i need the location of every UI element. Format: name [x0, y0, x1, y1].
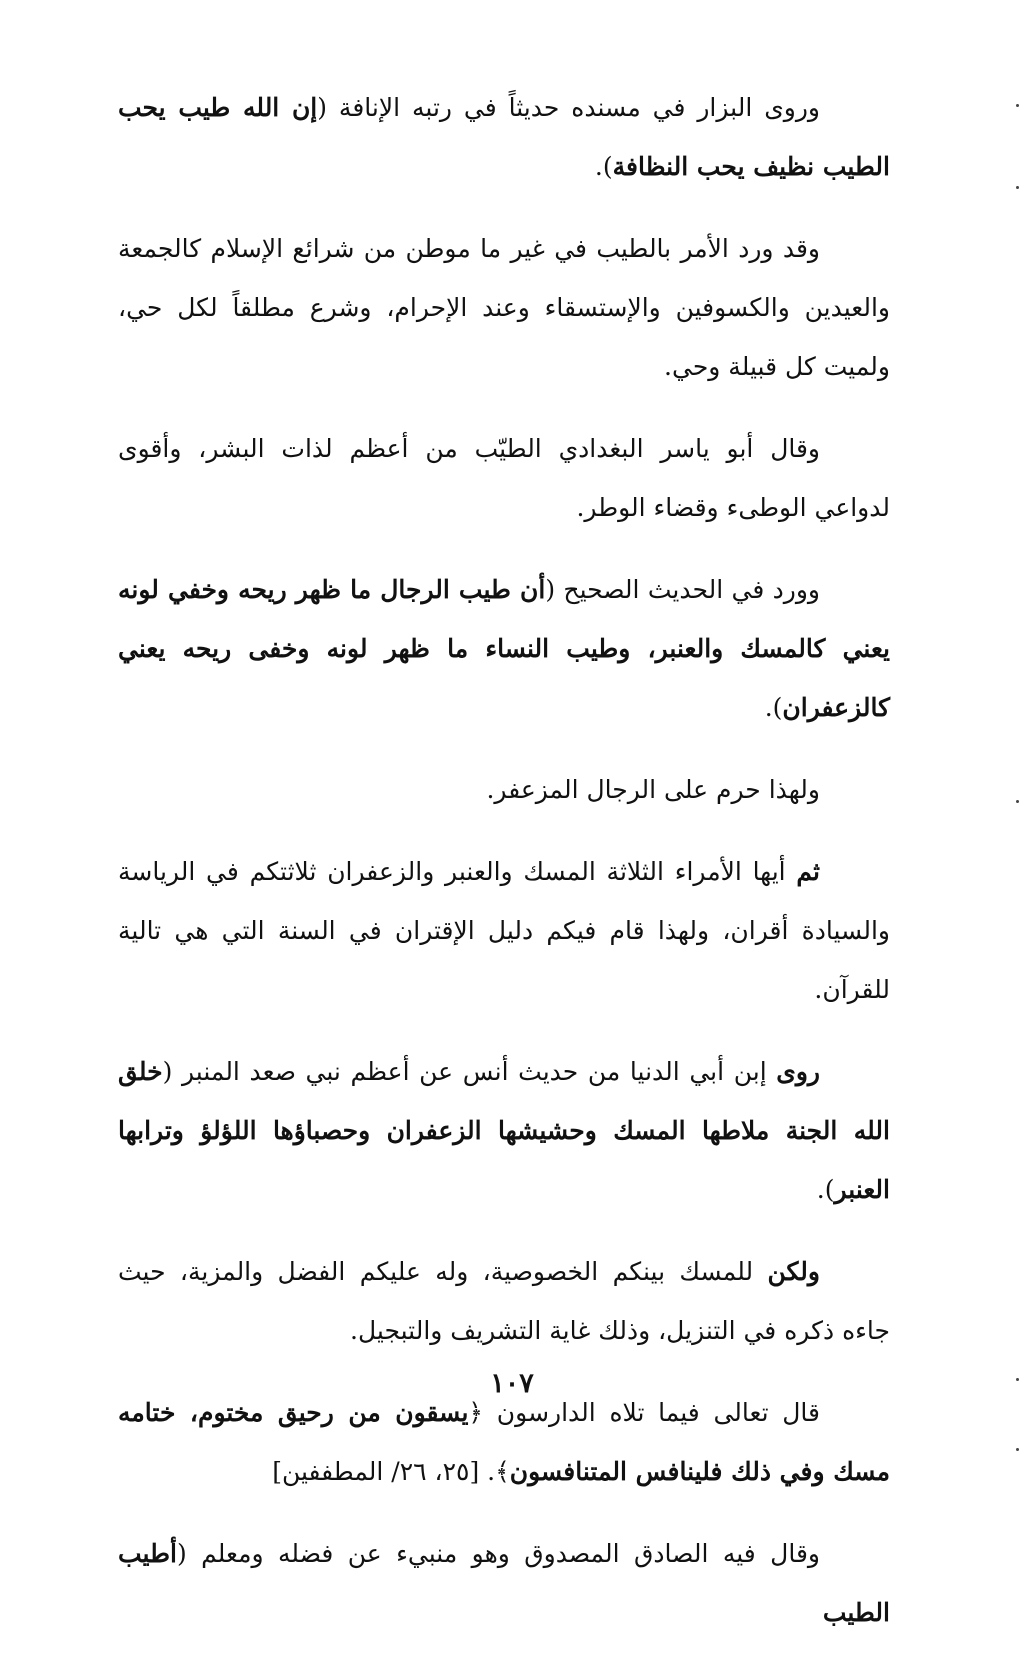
paragraph-lead-word: ثم [796, 857, 820, 886]
paragraph-text: وقال فيه الصادق المصدوق وهو منبيء عن فضله ومعلم ( [176, 1539, 820, 1568]
paragraph-abu-yasir [118, 419, 890, 537]
paragraph-text: ). [594, 152, 613, 181]
paragraph-sahih-hadith [118, 560, 890, 737]
paragraph-text: ). [816, 1175, 835, 1204]
paragraph-lead-word: روى [776, 1057, 820, 1086]
verse-reference: ﴾. [٢٥، ٢٦/ المطففين] [272, 1457, 510, 1486]
scan-edge-dot [1016, 1448, 1019, 1451]
scan-edge-dot [1016, 186, 1019, 189]
paragraph-text: للمسك بينكم الخصوصية، وله عليكم الفضل والمزية، حيث جاءه ذكره في التنزيل، وذلك غاية التشريف والتبجيل. [118, 1257, 890, 1345]
paragraph-text: ). [764, 693, 783, 722]
scan-edge-dot [1016, 104, 1019, 107]
paragraph-text: أيها الأمراء الثلاثة المسك والعنبر والزعفران ثلاثتكم في الرياسة والسيادة أقران، ولهذا قام فيكم دليل الإقتران في السنة التي هي تالية للقرآن. [118, 857, 890, 1004]
paragraph-command-perfume [118, 219, 890, 396]
quran-verse-text: يسقون من رحيق مختوم، ختامه مسك وفي ذلك فلينافس المتنافسون [118, 1398, 890, 1486]
quoted-hadith-text: أن طيب الرجال ما ظهر ريحه وخفي لونه يعني كالمسك والعنبر، وطيب النساء ما ظهر لونه وخفى ريحه يعني كالزعفران [118, 575, 890, 722]
paragraph-three-princes [118, 842, 890, 1019]
paragraph-text: قال تعالى فيما تلاه الدارسون ﴿ [468, 1398, 820, 1427]
scan-edge-dot [1016, 800, 1019, 803]
paragraph-text: وورد في الحديث الصحيح ( [545, 575, 821, 604]
quoted-hadith-text: خلق الله الجنة ملاطها المسك وحشيشها الزعفران وحصباؤها اللؤلؤ وترابها العنبر [118, 1057, 890, 1204]
paragraph-truthful-one [118, 1524, 890, 1642]
paragraph-text: ولهذا حرم على الرجال المزعفر. [486, 775, 820, 804]
paragraph-musk-virtue [118, 1242, 890, 1360]
paragraph-ibn-abi-dunya [118, 1042, 890, 1219]
book-page-body [118, 78, 890, 1665]
page-number: ١٠٧ [490, 1368, 534, 1399]
paragraph-text: إبن أبي الدنيا من حديث أنس عن أعظم نبي صعد المنبر ( [162, 1057, 777, 1086]
quoted-hadith-text: أطيب الطيب [118, 1539, 890, 1627]
paragraph-lead-word: ولكن [767, 1257, 820, 1286]
paragraph-quran-verse [118, 1383, 890, 1501]
paragraph-text: وروى البزار في مسنده حديثاً في رتبه الإنافة ( [317, 93, 820, 122]
quoted-hadith-text: إن الله طيب يحب الطيب نظيف يحب النظافة [118, 93, 890, 181]
paragraph-bazzar-hadith [118, 78, 890, 196]
paragraph-text: وقال أبو ياسر البغدادي الطيّب من أعظم لذات البشر، وأقوى لدواعي الوطىء وقضاء الوطر. [118, 434, 890, 522]
paragraph-forbidden-saffron [118, 760, 890, 819]
paragraph-text: وقد ورد الأمر بالطيب في غير ما موطن من شرائع الإسلام كالجمعة والعيدين والكسوفين والإستسقاء وعند الإحرام، وشرع مطلقاً لكل حي، ولميت كل قبيلة وحي. [118, 234, 890, 381]
scan-edge-dot [1016, 1378, 1019, 1381]
